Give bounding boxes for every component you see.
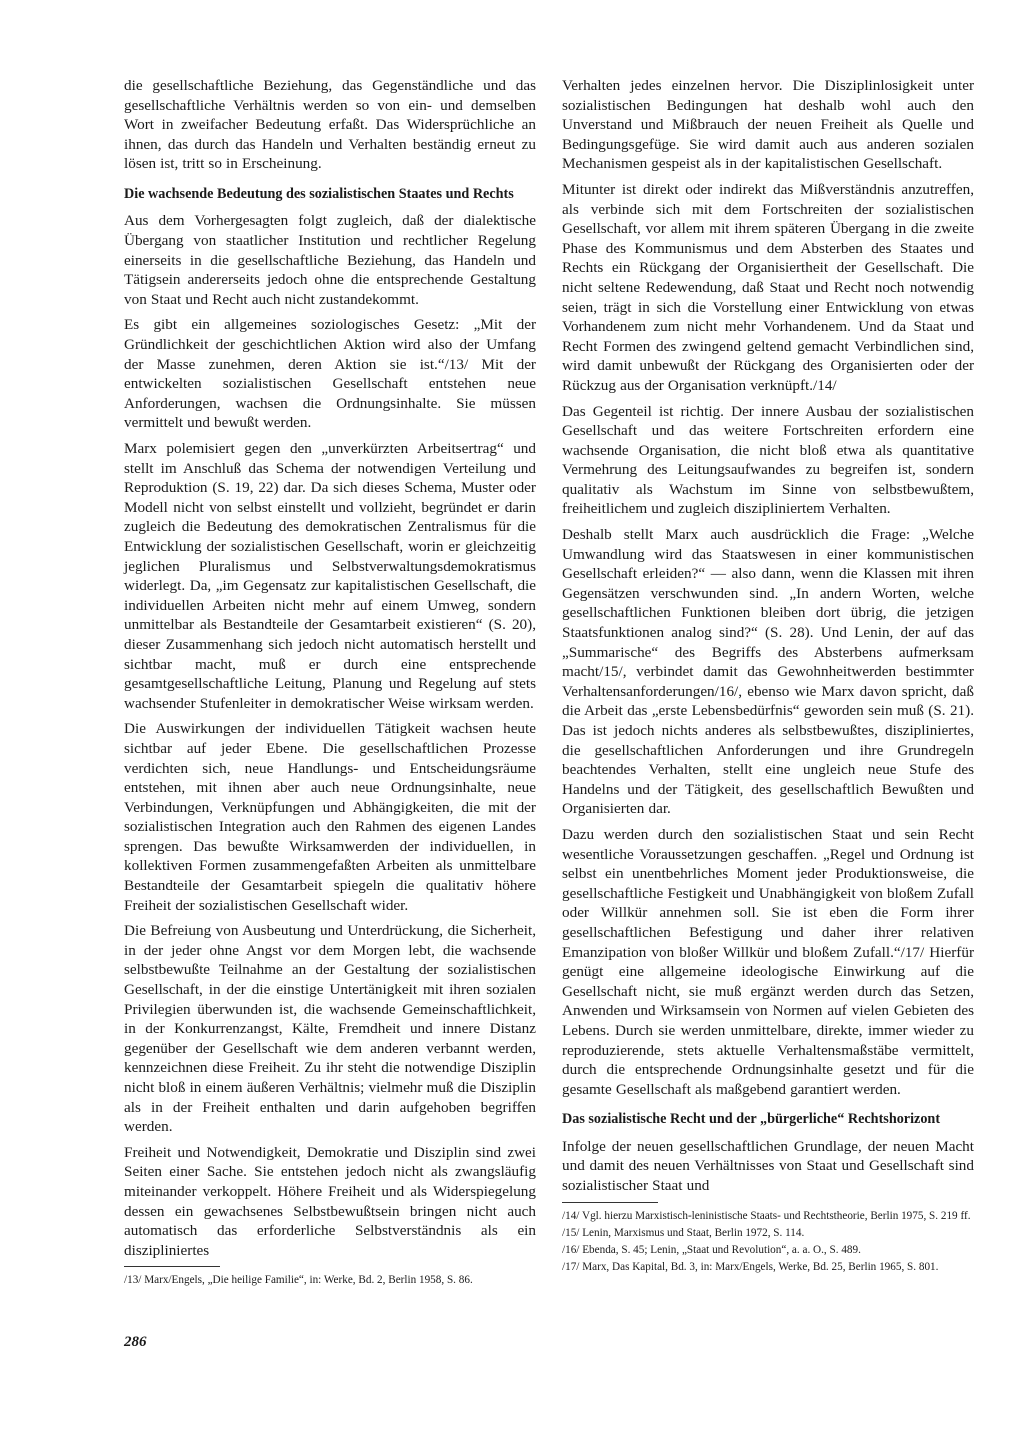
footnote: /16/ Ebenda, S. 45; Lenin, „Staat und Revolution“, a. a. O., S. 489. (562, 1243, 861, 1256)
paragraph: Das Gegenteil ist richtig. Der innere Ausbau der sozialistischen Gesellschaft und das weitere Fortschreiten erfordern eine wachsende Organisation, die nicht bloß etwa als quantitative Vermehrung des Leitungsaufwandes zu begreifen ist, sondern qualitativ als Wachstum im Sinne von selbstbewußtem, freiheitlichem und zugleich diszipliniertem Verhalten. (562, 402, 974, 518)
paragraph: Die Befreiung von Ausbeutung und Unterdrückung, die Sicherheit, in der jeder ohne Angst vor dem Morgen lebt, die wachsende selbstbewußte Teilnahme an der Gestaltung der sozialistischen Gesellschaft, in der die einstige Untertänigkeit mit ihren sozialen Privilegien überwunden ist, die wachsende Gemeinschaftlichkeit, in der Konkurrenzangst, Kälte, Fremdheit und innere Distanz gegenüber der Gesellschaft wie dem anderen verbannt werden, kennzeichnen diese Freiheit. Zu ihr steht die notwendige Disziplin nicht bloß in einem äußeren Verhältnis; vielmehr muß die Disziplin als in der Freiheit enthalten und darin aufgehoben begriffen werden. (124, 922, 536, 1136)
right-column (562, 76, 974, 1277)
footnote: /13/ Marx/Engels, „Die heilige Familie“, in: Werke, Bd. 2, Berlin 1958, S. 86. (124, 1274, 473, 1287)
paragraph: Dazu werden durch den sozialistischen Staat und sein Recht wesentliche Voraussetzungen geschaffen. „Regel und Ordnung ist selbst ein unentbehrliches Moment jeder Produktionsweise, die gesellschaftliche Festigkeit und Unabhängigkeit von bloßem Zufall oder Willkür annehmen soll. Sie ist eben die Form ihrer gesellschaftlichen Befestigung und daher ihrer relativen Emanzipation von bloßer Willkür und bloßem Zufall.“/17/ Hierfür genügt eine allgemeine ideologische Einwirkung auf die Gesellschaft nicht, sie muß ergänzt werden durch das Setzen, Anwenden und Wirksamsein von Normen auf vielen Gebieten des Lebens. Durch sie werden unmittelbare, direkte, immer wieder zu reproduzierende, stets aktuelle Verhaltensmaßstäbe vermittelt, durch die entsprechende Ordnungsinhalte gesetzt und für die gesamte Gesellschaft als maßgebend garantiert werden. (562, 825, 974, 1098)
footnote-divider (562, 1202, 658, 1203)
paragraph: Deshalb stellt Marx auch ausdrücklich die Frage: „Welche Umwandlung wird das Staatswesen in einer kommunistischen Gesellschaft erleiden?“ — also dann, wenn die Klassen mit ihren Gegensätzen verschwunden sind. „In andern Worten, welche gesellschaftlichen Funktionen bleiben dort übrig, die jetzigen Staatsfunktionen analog sind?“ (S. 28). Und Lenin, der auf das „Summarische“ des Begriffs des Absterbens aufmerksam macht/15/, verbindet damit das Gewohnheitwerden bestimmter Verhaltensanforderungen/16/, ebenso wie Marx davon spricht, daß die Arbeit das „erste Lebensbedürfnis“ geworden sein muß (S. 21). Das ist jedoch nichts anderes als selbstbewußtes, diszipliniertes, die gesellschaftlichen Anforderungen und ihre Grundregeln beachtendes Verhalten, stellt eine ungleich neue Stufe des Handelns und der Tätigkeit, des gesellschaftlich Bewußten und Organisierten dar. (562, 526, 974, 818)
paragraph: die gesellschaftliche Beziehung, das Gegenständliche und das gesellschaftliche Verhältnis werden so von ein- und demselben Wort in zweifacher Bedeutung erfaßt. Das Widersprüchliche an ihnen, das durch das Handeln und Verhalten beständig erneut zu lösen ist, tritt so in Erscheinung. (124, 77, 536, 173)
page-number: 286 (124, 1334, 147, 1350)
section-heading: Das sozialistische Recht und der „bürgerliche“ Rechtshorizont (562, 1111, 941, 1128)
paragraph: Marx polemisiert gegen den „unverkürzten Arbeitsertrag“ und stellt im Anschluß das Schema der notwendigen Verteilung und Reproduktion (S. 19, 22) dar. Da sich dieses Schema, Muster oder Modell nicht von selbst einstellt und vollzieht, begründet er darin zugleich die Bedeutung des demokratischen Zentralismus für die Entwicklung der sozialistischen Gesellschaft, worin er gleichzeitig jeglichen Pluralismus und Selbstverwaltungsdemokratismus widerlegt. Da, „im Gegensatz zur kapitalistischen Gesellschaft, die individuellen Arbeiten nicht mehr auf einem Umweg, sondern unmittelbar als Bestandteile der Gesamtarbeit existieren“ (S. 20), dieser Zusammenhang sich jedoch nicht automatisch herstellt und sichtbar macht, muß er durch eine entsprechende gesamtgesellschaftliche Leitung, Planung und Regelung auf stets wachsender Stufenleiter in demokratischer Weise wirksam werden. (124, 440, 536, 712)
footnote: /17/ Marx, Das Kapital, Bd. 3, in: Marx/Engels, Werke, Bd. 25, Berlin 1965, S. 801. (562, 1260, 939, 1273)
paragraph: Verhalten jedes einzelnen hervor. Die Disziplinlosigkeit unter sozialistischen Bedingungen hat deshalb wohl auch den Unverstand und Mißbrauch der neuen Freiheit als Quelle und Bedingungsgefüge. Sie wird damit auch aus anderen sozialen Mechanismen gespeist als in der kapitalistischen Gesellschaft. (562, 77, 974, 173)
paragraph: Freiheit und Notwendigkeit, Demokratie und Disziplin sind zwei Seiten einer Sache. Sie entstehen jedoch nicht als zwangsläufig miteinander verkoppelt. Höhere Freiheit und als Widerspiegelung dessen ein gewachsenes Selbstbewußtsein bringen nicht auch automatisch das erforderliche Selbstverständnis als ein diszipliniertes (124, 1143, 536, 1259)
paragraph: Infolge der neuen gesellschaftlichen Grundlage, der neuen Macht und damit des neuen Verhältnisses von Staat und Gesellschaft sind sozialistischer Staat und (562, 1137, 974, 1194)
footnote: /15/ Lenin, Marxismus und Staat, Berlin 1972, S. 114. (562, 1226, 805, 1239)
paragraph: Die Auswirkungen der individuellen Tätigkeit wachsen heute sichtbar auf jeder Ebene. Die gesellschaftlichen Prozesse verdichten sich, neue Handlungs- und Entscheidungsräume entstehen, mit ihnen aber auch neue Ordnungsinhalte, neue Verbindungen, Verknüpfungen und Abhängigkeiten, die mit der sozialistischen Integration auch den Rahmen des eigenen Landes sprengen. Das bewußte Wirksamwerden der individuellen, in kollektiven Formen zusammengefaßten Arbeiten als unmittelbare Bestandteile der Gesamtarbeit spiegeln die qualitativ höhere Freiheit der sozialistischen Gesellschaft wider. (124, 720, 536, 914)
left-column (124, 76, 536, 1290)
footnote-divider (124, 1266, 220, 1267)
paragraph: Es gibt ein allgemeines soziologisches Gesetz: „Mit der Gründlichkeit der geschichtlichen Aktion wird also der Umfang der Masse zunehmen, deren Aktion sie ist.“/13/ Mit der entwickelten sozialistischen Gesellschaft entstehen neue Anforderungen, wachsen die Ordnungsinhalte. Sie müssen vermittelt und bewußt werden. (124, 316, 536, 432)
paragraph: Aus dem Vorhergesagten folgt zugleich, daß der dialektische Übergang von staatlicher Institution und rechtlicher Regelung einerseits in die gesellschaftliche Beziehung, das Handeln und Tätigsein andererseits jedoch ohne die entsprechende Gestaltung von Staat und Recht auch nicht zustandekommt. (124, 212, 536, 308)
paragraph: Mitunter ist direkt oder indirekt das Mißverständnis anzutreffen, als verbinde sich mit dem Fortschreiten der sozialistischen Gesellschaft, vor allem mit ihrem späteren Übergang in die zweite Phase des Kommunismus und dem Absterben des Staates und Rechts ein Rückgang der Organisiertheit der Gesellschaft. Die nicht seltene Redewendung, daß Staat und Recht noch notwendig seien, trägt in sich die Vorstellung einer Entwicklung von etwas Vorhandenem zum nicht mehr Vorhandenem. Und da Staat und Recht Formen des zwingend geltend gemacht Verbindlichen sind, wird damit unbewußt der Rückgang des Organisierten oder der Rückzug aus der Organisation verknüpft./14/ (562, 180, 974, 394)
section-heading: Die wachsende Bedeutung des sozialistischen Staates und Rechts (124, 185, 514, 202)
footnote: /14/ Vgl. hierzu Marxistisch-leninistische Staats- und Rechtstheorie, Berlin 1975, S. 219 ff. (562, 1209, 971, 1222)
